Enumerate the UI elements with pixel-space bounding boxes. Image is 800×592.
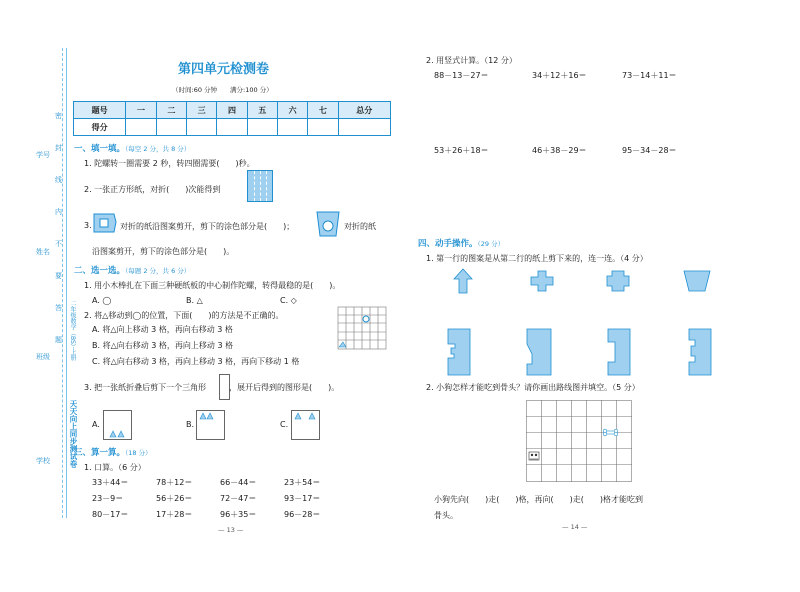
section4-title: 四、动手操作。 [418, 239, 478, 249]
trapezoid-shape-icon[interactable] [683, 270, 711, 292]
seal-char: 题 [55, 336, 62, 344]
score-cell[interactable] [217, 119, 247, 136]
score-header: 六 [277, 102, 307, 119]
sidebar-label-name: 姓名 [36, 248, 50, 256]
s2-q1: 1. 用小木棒扎在下面三种硬纸板的中心制作陀螺，转得最稳的是( )。 [84, 281, 341, 290]
dog-icon [529, 452, 539, 460]
section3-points: （18 分） [125, 449, 152, 457]
vertical-item: 53＋26＋18＝ [434, 146, 489, 155]
folded-paper-c-icon[interactable] [607, 328, 631, 376]
sidebar-label-student-number: 学号 [36, 151, 50, 159]
score-header: 总分 [338, 102, 390, 119]
option-label: A. [92, 296, 100, 305]
seal-char: 内 [55, 208, 62, 216]
option-label: C. [280, 296, 289, 305]
seal-char: 答 [55, 304, 62, 312]
score-cell[interactable] [126, 119, 156, 136]
score-row-label: 得分 [74, 119, 126, 136]
folded-paper-a-icon[interactable] [447, 328, 471, 376]
score-header: 五 [247, 102, 277, 119]
vertical-item: 95－34－28＝ [622, 146, 677, 155]
s2-q3-option-a[interactable]: A. [92, 420, 100, 429]
vertical-item: 73－14＋11＝ [622, 71, 677, 80]
score-header: 四 [217, 102, 247, 119]
sidebar-label-school: 学校 [36, 457, 50, 465]
vertical-calc-row1 [434, 70, 744, 81]
left-page-number: — 13 — [218, 526, 244, 534]
oral-item: 23－9＝ [92, 494, 124, 503]
s2-q3-option-b[interactable]: B. [186, 420, 195, 429]
dog-bone-grid[interactable] [526, 400, 632, 482]
score-table [73, 101, 391, 136]
option-label: B. [186, 296, 195, 305]
s1-q3-num: 3. [84, 221, 92, 230]
s2-q1-option-b[interactable]: B. △ [186, 296, 203, 305]
section2-heading [74, 264, 190, 276]
section3-title: 三、算一算。 [74, 448, 126, 458]
vertical-item: 88－13－27＝ [434, 71, 489, 80]
oral-item: 96－28＝ [284, 510, 321, 519]
vertical-item: 46＋38－29＝ [532, 146, 587, 155]
seal-char: 不 [55, 240, 62, 248]
exam-info: （时间:60 分钟 满分:100 分） [172, 86, 273, 94]
s1-q3-text2: 对折的纸 [344, 222, 376, 231]
page-title: 第四单元检测卷 [178, 62, 270, 77]
s2-q2-option-a[interactable]: A. 将△向上移动 3 格，再向右移动 3 格 [92, 325, 233, 334]
oral-item: 80－17＝ [92, 510, 129, 519]
oral-item: 56＋26＝ [156, 494, 193, 503]
s2-q2-option-c[interactable]: C. 将△向右移动 3 格，再向上移动 3 格，再向下移动 1 格 [92, 357, 300, 366]
s2-q3-text1: 3. 把一张纸折叠后剪下一个三角形 [84, 383, 207, 392]
cross-shape-2-icon[interactable] [606, 270, 630, 292]
folded-shape-1-icon [92, 210, 122, 236]
oral-item: 23＋54＝ [284, 478, 321, 487]
vertical-item: 34＋12＋16＝ [532, 71, 587, 80]
grid-move-diagram [337, 306, 387, 350]
s1-q1: 1. 陀螺转一圈需要 2 秒，转四圈需要( )秒。 [84, 159, 255, 168]
score-cell[interactable] [308, 119, 338, 136]
s1-q3-text1: 对折的纸沿图案剪开，剪下的涂色部分是( )； [120, 222, 295, 231]
section1-heading [74, 142, 190, 154]
right-page-number: — 14 — [562, 523, 588, 531]
s3-sub2: 2. 用竖式计算。（12 分） [426, 56, 517, 65]
section4-points: （29 分） [477, 240, 505, 248]
seal-solid-line [66, 48, 67, 518]
sidebar-label-class: 班级 [36, 353, 50, 361]
s2-q2: 2. 将△移动到◯的位置，下面( )的方法是不正确的。 [84, 311, 284, 320]
score-header: 七 [308, 102, 338, 119]
s2-q1-option-a[interactable]: A. ◯ [92, 296, 112, 305]
seal-char: 封 [55, 144, 62, 152]
oral-calc-grid [92, 477, 392, 525]
score-cell[interactable] [277, 119, 307, 136]
folded-paper-icon [247, 170, 273, 202]
oral-item: 93－17＝ [284, 494, 321, 503]
s2-q3-option-c[interactable]: C. [280, 420, 289, 429]
score-header: 二 [156, 102, 186, 119]
section4-heading [418, 237, 504, 249]
seal-char: 要 [55, 272, 62, 280]
option-c-figure [291, 410, 320, 440]
vertical-calc-row2 [434, 145, 744, 156]
seal-char: 密 [55, 112, 62, 120]
oral-item: 33＋44＝ [92, 478, 129, 487]
section1-title: 一、填一填。 [74, 144, 126, 154]
sidebar-grade-info: 二年级数学（BS）·上册 [69, 300, 76, 361]
section1-points: （每空 2 分，共 8 分） [125, 145, 191, 153]
s4-q1: 1. 第一行的图案是从第二行的纸上剪下来的，连一连。（4 分） [426, 254, 648, 263]
option-a-figure [103, 410, 132, 440]
score-cell[interactable] [338, 119, 390, 136]
oral-item: 78＋12＝ [156, 478, 193, 487]
s2-q3-text2: ，展开后得到的图形是( )。 [229, 383, 340, 392]
seal-char: 线 [55, 176, 62, 184]
sidebar-book-title: 天天向上同步测试卷 [69, 400, 78, 468]
oral-item: 96＋35＝ [220, 510, 257, 519]
oral-item: 72－47＝ [220, 494, 257, 503]
oral-item: 66－44＝ [220, 478, 257, 487]
score-header: 一 [126, 102, 156, 119]
s4-q2: 2. 小狗怎样才能吃到骨头？请你画出路线图并填空。（5 分） [426, 383, 640, 392]
score-cell[interactable] [186, 119, 216, 136]
s2-q1-option-c[interactable]: C. ◇ [280, 296, 297, 305]
folded-paper-d-icon[interactable] [688, 328, 712, 376]
oral-item: 17＋28＝ [156, 510, 193, 519]
s3-sub1: 1. 口算。（6 分） [84, 463, 146, 472]
cross-shape-icon[interactable] [530, 270, 554, 292]
bone-icon [603, 429, 618, 436]
score-header: 题号 [74, 102, 126, 119]
s2-q2-option-b[interactable]: B. 将△向右移动 3 格，再向上移动 3 格 [92, 341, 234, 350]
arrow-shape-icon[interactable] [453, 268, 473, 294]
score-cell[interactable] [156, 119, 186, 136]
s4-q2-fill1: 小狗先向( )走( )格，再向( )走( )格才能吃到 [434, 495, 643, 504]
section2-title: 二、选一选。 [74, 266, 126, 276]
s1-q2: 2. 一张正方形纸，对折( )次能得到 [84, 185, 221, 194]
score-cell[interactable] [247, 119, 277, 136]
folded-paper-b-icon[interactable] [526, 328, 552, 376]
s1-q3-text3: 沿图案剪开，剪下的涂色部分是( )。 [92, 247, 235, 256]
folded-shape-2-icon [315, 210, 341, 238]
section3-heading [74, 446, 152, 458]
option-b-figure [196, 410, 225, 440]
score-header: 三 [186, 102, 216, 119]
section2-points: （每题 2 分，共 6 分） [125, 267, 191, 275]
s4-q2-fill2: 骨头。 [434, 511, 458, 520]
